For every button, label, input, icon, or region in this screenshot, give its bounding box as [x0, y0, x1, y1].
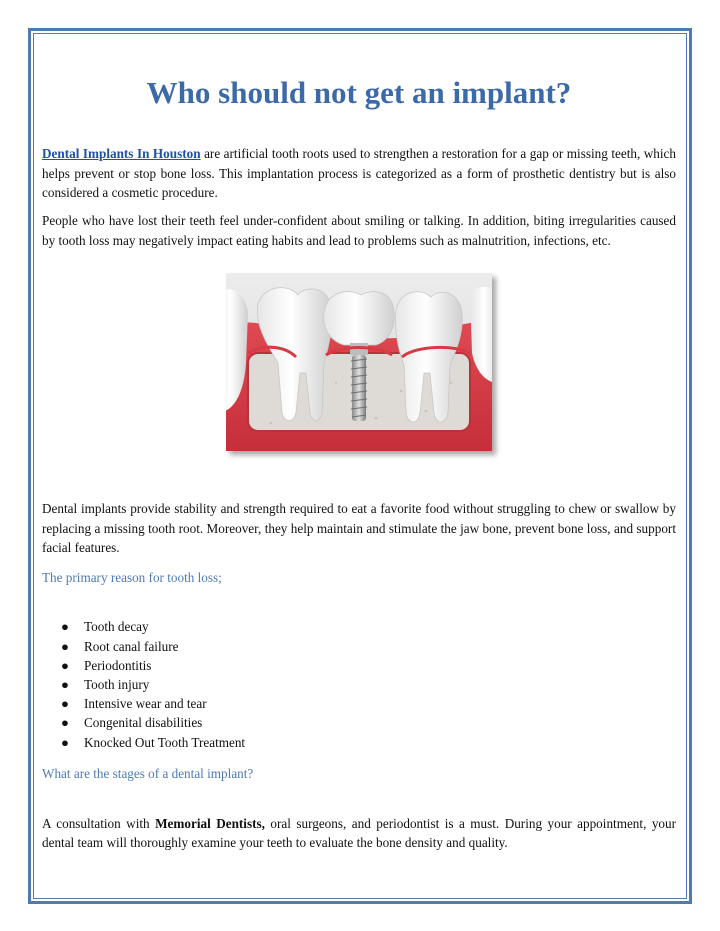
subheading-tooth-loss-reasons: The primary reason for tooth loss;: [42, 570, 222, 586]
figure-container: [42, 273, 676, 451]
intro-paragraph: [42, 144, 676, 202]
list-item: ● Intensive wear and tear: [42, 694, 676, 713]
bullet-icon: ●: [61, 657, 69, 673]
bullet-icon: ●: [61, 715, 69, 731]
bullet-icon: ●: [61, 696, 69, 712]
bullet-icon: ●: [61, 677, 69, 693]
intro-text: are artificial tooth roots used to strengthen a restoration for a gap or missing teeth, which helps prevent or stop bone loss. This implantation process is categorized as a form of prosthetic dentistry but is also considered a cosmetic procedure.: [42, 146, 676, 200]
paragraph-implant-benefits: Dental implants provide stability and strength required to eat a favorite food without struggling to chew or swallow by replacing a missing tooth root. Moreover, they help maintain and stimulate the jaw bone, prevent bone loss, and support facial features.: [42, 501, 676, 556]
bullet-icon: ●: [61, 734, 69, 750]
memorial-dentists-bold: Memorial Dentists,: [155, 815, 265, 831]
subheading-implant-stages: What are the stages of a dental implant?: [42, 765, 254, 781]
dental-implant-illustration: [226, 273, 492, 451]
list-item: ● Knocked Out Tooth Treatment: [42, 733, 676, 752]
list-item: ● Tooth injury: [42, 675, 676, 694]
paragraph-tooth-loss-effects: People who have lost their teeth feel under-confident about smiling or talking. In addition, biting irregularities caused by tooth loss may negatively impact eating habits and lead to problems such as malnutrition, infections, etc.: [42, 213, 676, 248]
document-body: [42, 40, 676, 853]
list-item: ● Tooth decay: [42, 617, 676, 636]
dental-implants-houston-link[interactable]: Dental Implants In Houston: [42, 146, 201, 162]
page-title: Who should not get an implant?: [146, 75, 572, 110]
bullet-icon: ●: [61, 619, 69, 635]
list-item: ● Congenital disabilities: [42, 713, 676, 732]
list-item: ● Root canal failure: [42, 637, 676, 656]
tooth-loss-reasons-list: [42, 617, 676, 751]
bullet-icon: ●: [61, 638, 69, 654]
list-item: ● Periodontitis: [42, 656, 676, 675]
paragraph-consultation: A consultation with Memorial Dentists, oral surgeons, and periodontist is a must. During your appointment, your dental team will thoroughly examine your teeth to evaluate the bone density and quality.: [42, 815, 676, 851]
